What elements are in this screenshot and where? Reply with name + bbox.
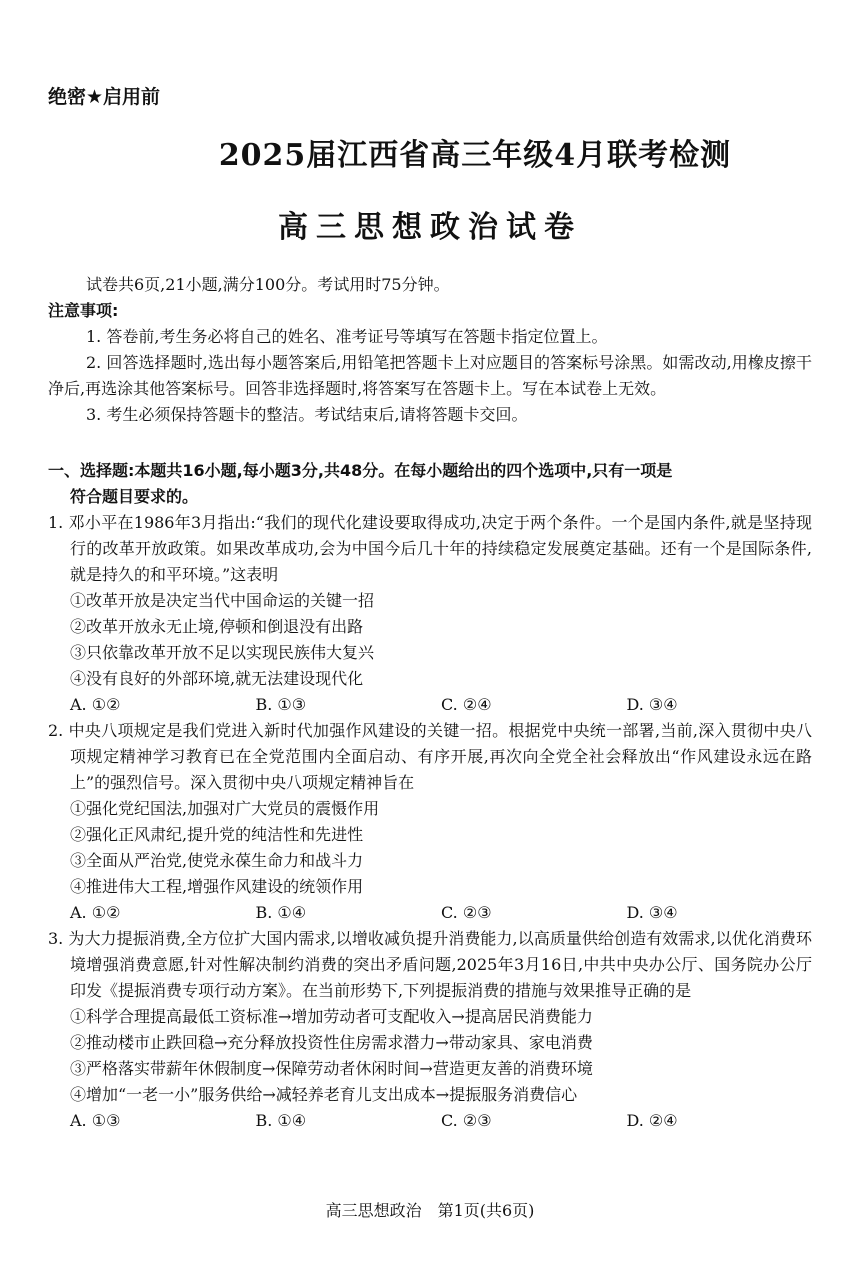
notice-item: 1. 答卷前,考生务必将自己的姓名、准考证号等填写在答题卡指定位置上。 xyxy=(86,327,608,346)
question-option: ③严格落实带薪年休假制度→保障劳动者休闲时间→营造更友善的消费环境 xyxy=(70,1059,593,1078)
question-stem: 2. 中央八项规定是我们党进入新时代加强作风建设的关键一招。根据党中央统一部署,当前,深入贯彻中央八项规定精神学习教育已在全党范围内全面启动、有序开展,再次向全党全社会释放出“作风建设永远在路上”的强烈信号。深入贯彻中央八项规定精神旨在 xyxy=(48,721,812,792)
question-option: ①科学合理提高最低工资标准→增加劳动者可支配收入→提高居民消费能力 xyxy=(70,1007,593,1026)
choice-d: D. ③④ xyxy=(626,903,678,922)
choice-a: A. ①③ xyxy=(70,1111,121,1130)
section-heading-line2: 符合题目要求的。 xyxy=(70,487,199,506)
choice-b: B. ①④ xyxy=(255,1111,307,1130)
choice-b: B. ①④ xyxy=(255,903,307,922)
answer-choices xyxy=(48,900,812,926)
answer-choices xyxy=(48,1108,812,1134)
exam-info: 试卷共6页,21小题,满分100分。考试用时75分钟。 xyxy=(86,275,450,294)
section-heading xyxy=(48,458,812,510)
choice-c: C. ②③ xyxy=(441,903,492,922)
page-footer: 高三思想政治 第1页(共6页) xyxy=(325,1201,535,1220)
confidential-label: 绝密★启用前 xyxy=(48,86,161,108)
exam-title: 2025届江西省高三年级4月联考检测 xyxy=(218,138,732,173)
question-option: ③只依靠改革开放不足以实现民族伟大复兴 xyxy=(70,643,375,662)
question-option: ②改革开放永无止境,停顿和倒退没有出路 xyxy=(70,617,364,636)
question-2 xyxy=(48,718,812,926)
choice-d: D. ②④ xyxy=(626,1111,678,1130)
choice-c: C. ②③ xyxy=(441,1111,492,1130)
subject-title: 高三思想政治试卷 xyxy=(278,210,582,245)
question-stem: 3. 为大力提振消费,全方位扩大国内需求,以增收减负提升消费能力,以高质量供给创造有效需求,以优化消费环境增强消费意愿,针对性解决制约消费的突出矛盾问题,2025年3月16日,中共中央办公厅、国务院办公厅印发《提振消费专项行动方案》。在当前形势下,下列提振消费的措施与效果推导正确的是 xyxy=(48,929,812,1000)
question-option: ④增加“一老一小”服务供给→减轻养老育儿支出成本→提振服务消费信心 xyxy=(70,1085,578,1104)
notice-item: 2. 回答选择题时,选出每小题答案后,用铅笔把答题卡上对应题目的答案标号涂黑。如需改动,用橡皮擦干净后,再选涂其他答案标号。回答非选择题时,将答案写在答题卡上。写在本试卷上无效。 xyxy=(48,353,812,398)
question-option: ④没有良好的外部环境,就无法建设现代化 xyxy=(70,669,364,688)
notice-item: 3. 考生必须保持答题卡的整洁。考试结束后,请将答题卡交回。 xyxy=(86,405,528,424)
question-option: ②推动楼市止跌回稳→充分释放投资性住房需求潜力→带动家具、家电消费 xyxy=(70,1033,593,1052)
question-option: ③全面从严治党,使党永葆生命力和战斗力 xyxy=(70,851,364,870)
question-stem: 1. 邓小平在1986年3月指出:“我们的现代化建设要取得成功,决定于两个条件。一个是国内条件,就是坚持现行的改革开放政策。如果改革成功,会为中国今后几十年的持续稳定发展奠定基础。还有一个是国际条件,就是持久的和平环境。”这表明 xyxy=(48,513,812,584)
choice-a: A. ①② xyxy=(70,695,121,714)
choice-a: A. ①② xyxy=(70,903,121,922)
choice-b: B. ①③ xyxy=(255,695,307,714)
question-option: ②强化正风肃纪,提升党的纯洁性和先进性 xyxy=(70,825,364,844)
question-3 xyxy=(48,926,812,1134)
choice-d: D. ③④ xyxy=(626,695,678,714)
question-option: ①强化党纪国法,加强对广大党员的震慑作用 xyxy=(70,799,380,818)
notice-title: 注意事项: xyxy=(48,301,119,320)
question-1 xyxy=(48,510,812,718)
answer-choices xyxy=(48,692,812,718)
question-option: ①改革开放是决定当代中国命运的关键一招 xyxy=(70,591,375,610)
question-option: ④推进伟大工程,增强作风建设的统领作用 xyxy=(70,877,364,896)
choice-c: C. ②④ xyxy=(441,695,492,714)
exam-content xyxy=(48,272,812,1134)
section-heading-line1: 一、选择题:本题共16小题,每小题3分,共48分。在每小题给出的四个选项中,只有一项是 xyxy=(48,461,673,480)
